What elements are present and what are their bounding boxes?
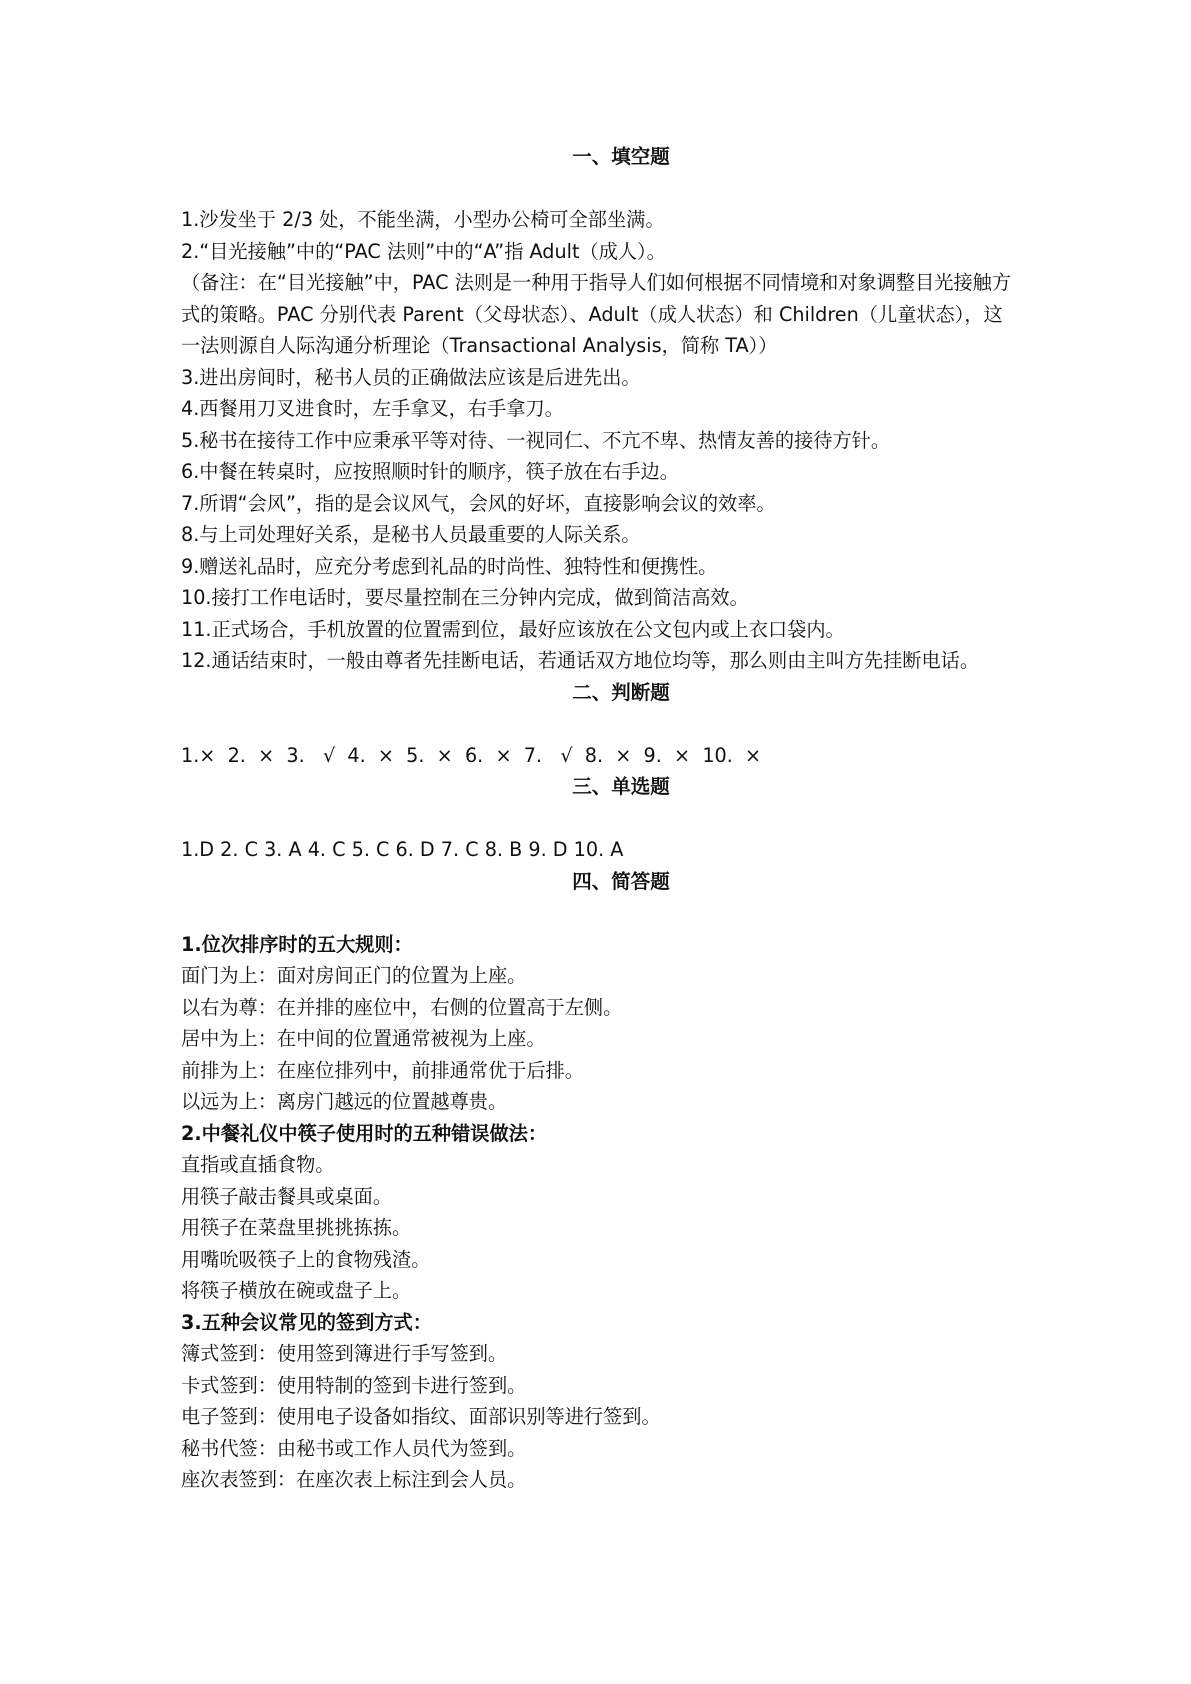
fill-blank-item: 3.进出房间时，秘书人员的正确做法应该是后进先出。 [181, 365, 641, 389]
short-answer-line: 用嘴吮吸筷子上的食物残渣。 [181, 1247, 431, 1271]
fill-blank-item: 6.中餐在转桌时，应按照顺时针的顺序，筷子放在右手边。 [181, 460, 679, 483]
short-answer-line: 前排为上：在座位排列中，前排通常优于后排。 [181, 1058, 584, 1082]
short-answer-q3-title: 3.五种会议常见的签到方式： [181, 1310, 432, 1334]
fill-blank-item: 12.通话结束时，一般由尊者先挂断电话，若通话双方地位均等，那么则由主叫方先挂断电话。 [181, 649, 980, 672]
short-answer-line: 用筷子在菜盘里挑挑拣拣。 [181, 1216, 412, 1239]
short-answer-line: 簿式签到：使用签到簿进行手写签到。 [181, 1342, 508, 1365]
fill-blank-list [181, 204, 1021, 677]
fill-blank-item: 8.与上司处理好关系，是秘书人员最重要的人际关系。 [181, 523, 641, 546]
section-heading-short-answer: 四、简答题 [572, 869, 670, 893]
short-answer-line: 用筷子敲击餐具或桌面。 [181, 1184, 393, 1208]
section-heading-single-choice: 三、单选题 [572, 775, 670, 798]
fill-blank-item: 1.沙发坐于 2/3 处，不能坐满，小型办公椅可全部坐满。 [181, 208, 665, 231]
short-answer-line: 居中为上：在中间的位置通常被视为上座。 [181, 1027, 546, 1050]
fill-blank-item: 11.正式场合，手机放置的位置需到位，最好应该放在公文包内或上衣口袋内。 [181, 617, 845, 641]
short-answer-q1-title: 1.位次排序时的五大规则： [181, 932, 413, 956]
short-answer-q2-title: 2.中餐礼仪中筷子使用时的五种错误做法： [181, 1121, 548, 1145]
short-answer-line: 卡式签到：使用特制的签到卡进行签到。 [181, 1373, 527, 1397]
short-answer-line: 直指或直插食物。 [181, 1153, 335, 1176]
fill-blank-item: 9.赠送礼品时，应充分考虑到礼品的时尚性、独特性和便携性。 [181, 554, 718, 578]
fill-blank-item: 4.西餐用刀叉进食时，左手拿叉，右手拿刀。 [181, 397, 564, 420]
fill-blank-item: 7.所谓“会风”，指的是会议风气，会风的好坏，直接影响会议的效率。 [181, 491, 776, 515]
fill-blank-note: （备注：在“目光接触”中，PAC 法则是一种用于指导人们如何根据不同情境和对象调整目光接触方式的策略。PAC 分别代表 Parent（父母状态）、Adult（成人状态）和 Children（儿童状态），这一法则源自人际沟通分析理论（Transactional Analysis，简称 TA）） [181, 271, 1012, 357]
short-answer-line: 电子签到：使用电子设备如指纹、面部识别等进行签到。 [181, 1405, 661, 1428]
short-answer-line: 将筷子横放在碗或盘子上。 [181, 1279, 412, 1302]
true-false-answers: 1.× 2. × 3. √ 4. × 5. × 6. × 7. √ 8. × 9. × 10. × [181, 743, 762, 767]
short-answer-line: 秘书代签：由秘书或工作人员代为签到。 [181, 1436, 527, 1460]
section-heading-fill-blank: 一、填空题 [572, 145, 670, 168]
document-body [181, 141, 1021, 1496]
short-answer-line: 面门为上：面对房间正门的位置为上座。 [181, 964, 527, 987]
short-answer-line: 以远为上：离房门越远的位置越尊贵。 [181, 1090, 508, 1113]
fill-blank-item: 2.“目光接触”中的“PAC 法则”中的“A”指 Adult（成人）。 [181, 239, 666, 263]
fill-blank-item: 5.秘书在接待工作中应秉承平等对待、一视同仁、不亢不卑、热情友善的接待方针。 [181, 428, 891, 452]
section-heading-true-false: 二、判断题 [572, 680, 670, 704]
short-answer-line: 以右为尊：在并排的座位中，右侧的位置高于左侧。 [181, 995, 623, 1019]
short-answer-line: 座次表签到：在座次表上标注到会人员。 [181, 1468, 527, 1491]
single-choice-answers: 1.D 2. C 3. A 4. C 5. C 6. D 7. C 8. B 9. D 10. A [181, 838, 624, 861]
fill-blank-item: 10.接打工作电话时，要尽量控制在三分钟内完成，做到简洁高效。 [181, 586, 749, 609]
